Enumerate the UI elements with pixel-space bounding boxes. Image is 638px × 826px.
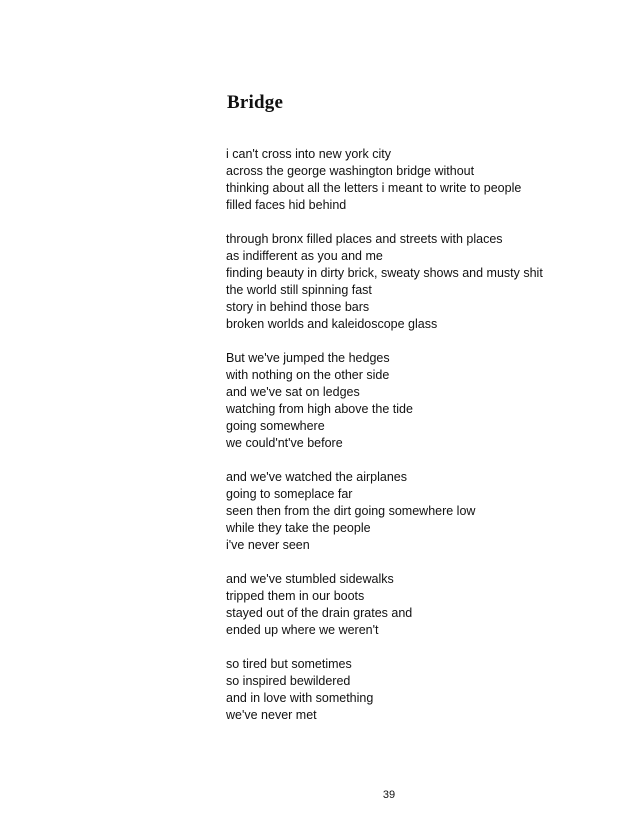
- poem-line: going to someplace far: [226, 487, 353, 501]
- poem-line: thinking about all the letters i meant to write to people: [226, 181, 522, 195]
- poem-line: tripped them in our boots: [226, 589, 365, 603]
- poem-line: and we've stumbled sidewalks: [226, 572, 394, 586]
- poem-line: broken worlds and kaleidoscope glass: [226, 317, 438, 331]
- poem-line: as indifferent as you and me: [226, 249, 383, 263]
- stanza: [226, 656, 566, 724]
- poem-line: and we've watched the airplanes: [226, 470, 407, 484]
- stanza: [226, 146, 566, 214]
- poem-line: while they take the people: [226, 521, 371, 535]
- poem-line: across the george washington bridge without: [226, 164, 475, 178]
- poem-line: story in behind those bars: [226, 300, 370, 314]
- poem-line: watching from high above the tide: [226, 402, 413, 416]
- poem-line: through bronx filled places and streets with places: [226, 232, 503, 246]
- stanza: [226, 469, 566, 554]
- poem-line: i can't cross into new york city: [226, 147, 391, 161]
- poem-line: filled faces hid behind: [226, 198, 347, 212]
- poem-line: with nothing on the other side: [226, 368, 390, 382]
- poem-body: [226, 146, 566, 741]
- poem-line: seen then from the dirt going somewhere low: [226, 504, 476, 518]
- poem-line: and in love with something: [226, 691, 374, 705]
- poem-line: going somewhere: [226, 419, 325, 433]
- poem-line: ended up where we weren't: [226, 623, 379, 637]
- poem-line: stayed out of the drain grates and: [226, 606, 413, 620]
- poem-line: so inspired bewildered: [226, 674, 351, 688]
- poem-line: we could'nt've before: [226, 436, 343, 450]
- poem-line: But we've jumped the hedges: [226, 351, 390, 365]
- poem-line: finding beauty in dirty brick, sweaty shows and musty shit: [226, 266, 543, 280]
- poem-title: Bridge: [227, 92, 284, 113]
- poem-line: we've never met: [226, 708, 317, 722]
- stanza: [226, 231, 566, 333]
- poem-line: and we've sat on ledges: [226, 385, 360, 399]
- poem-line: so tired but sometimes: [226, 657, 352, 671]
- poem-line: the world still spinning fast: [226, 283, 372, 297]
- page-number: 39: [382, 789, 396, 801]
- stanza: [226, 571, 566, 639]
- stanza: [226, 350, 566, 452]
- poem-line: i've never seen: [226, 538, 310, 552]
